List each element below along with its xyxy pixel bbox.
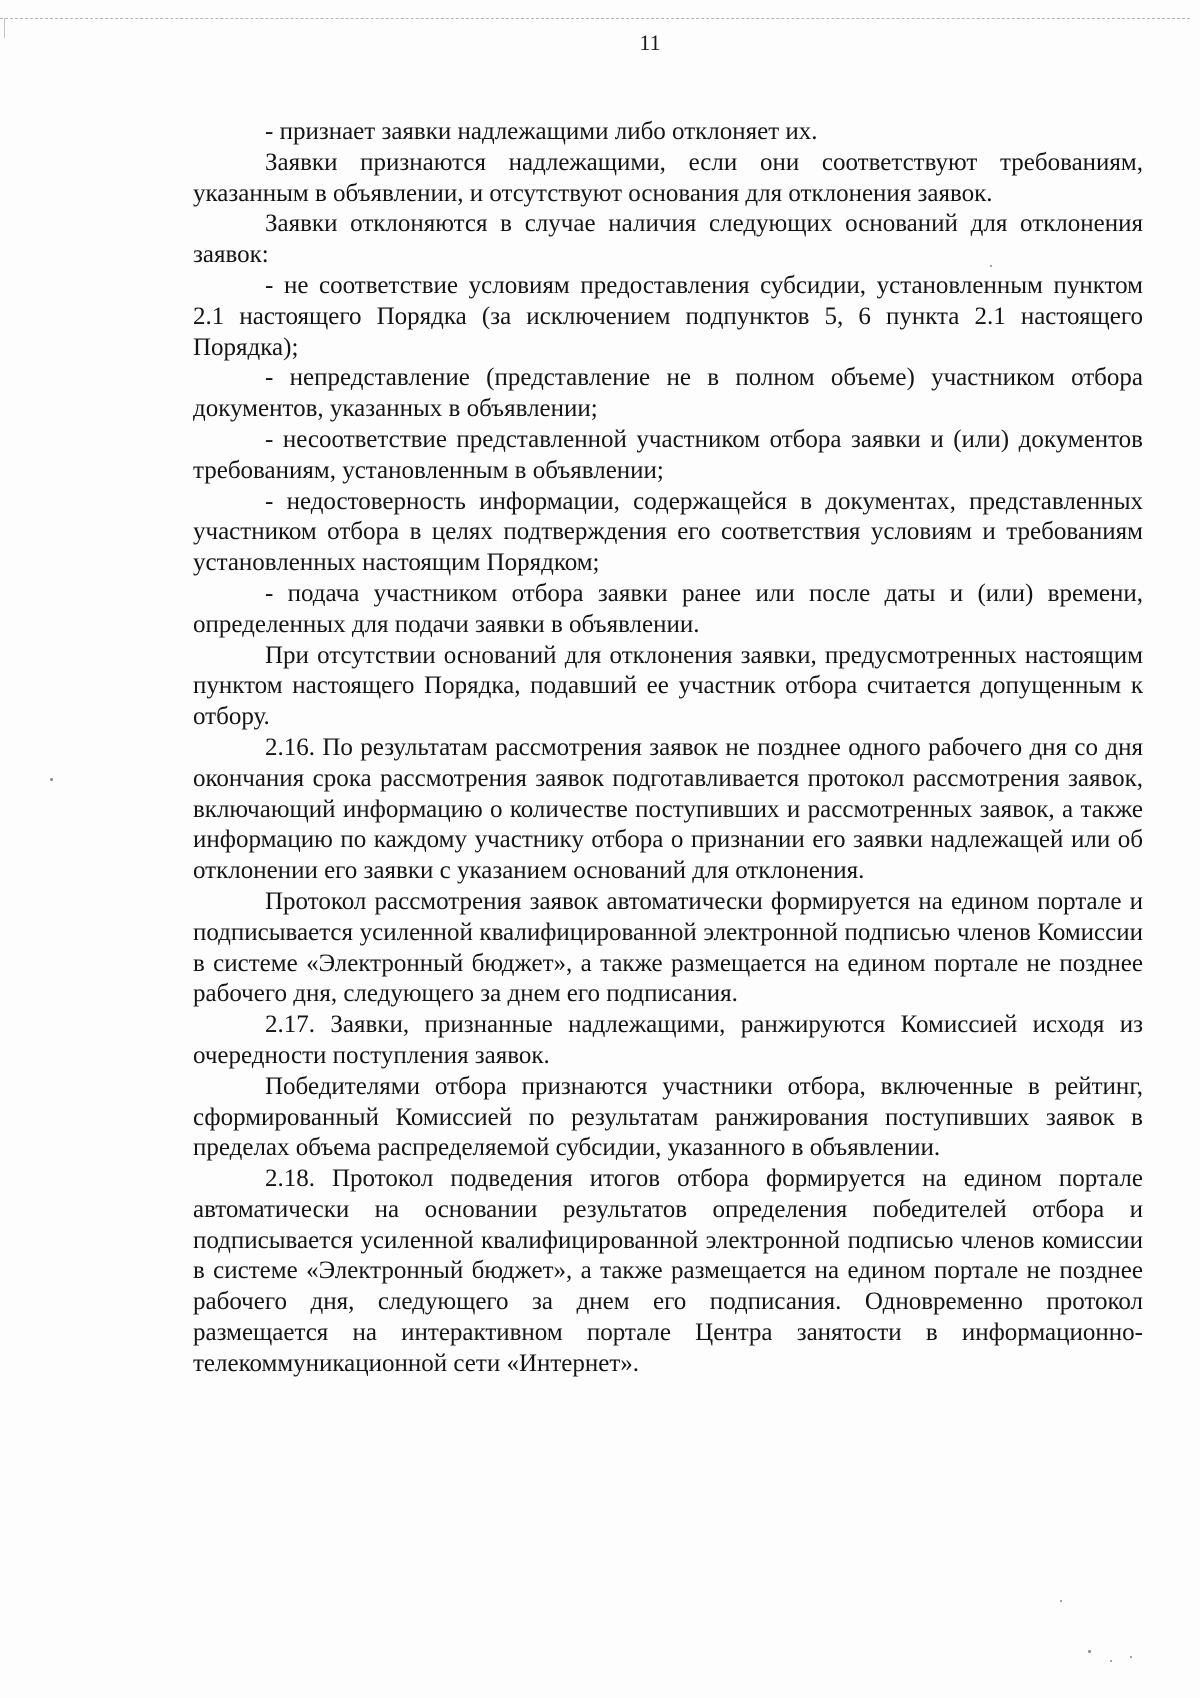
scan-speck	[1110, 1660, 1112, 1662]
scan-speck	[50, 778, 53, 781]
paragraph: 2.17. Заявки, признанные надлежащими, ранжируются Комиссией исходя из очередности поступления заявок.	[193, 1011, 1143, 1069]
paragraph: При отсутствии оснований для отклонения заявки, предусмотренных настоящим пунктом настоящего Порядка, подавший ее участник отбора считается допущенным к отбору.	[193, 641, 1143, 731]
scan-speck	[1088, 1650, 1091, 1653]
paragraph: Заявки отклоняются в случае наличия следующих оснований для отклонения заявок:	[193, 210, 1143, 269]
paragraph: 2.18. Протокол подведения итогов отбора формируется на едином портале автоматически на основании результатов определения победителей отбора и подписывается усиленной квалифицированной электронной подписью членов комиссии в системе «Электронный бюджет», а также размещается на едином портале не позднее рабочего дня, следующего за днем его подписания. Одновременно протокол размещается на интерактивном портале Центра занятости в информационно-телекоммуникационной сети «Интернет».	[193, 1165, 1143, 1377]
paragraph: - подача участником отбора заявки ранее или после даты и (или) времени, определенных для подачи заявки в объявлении.	[193, 579, 1143, 638]
scan-speck	[1060, 1600, 1062, 1602]
paragraph: - признает заявки надлежащими либо отклоняет их.	[265, 118, 818, 145]
paragraph: - не соответствие условиям предоставления субсидии, установленным пунктом 2.1 настоящего Порядка (за исключением подпунктов 5, 6 пункта 2.1 настоящего Порядка);	[193, 271, 1143, 361]
page-number: 11	[639, 30, 661, 55]
scan-speck	[990, 265, 992, 267]
paragraph: - несоответствие представленной участником отбора заявки и (или) документов требованиям, установленным в объявлении;	[193, 425, 1143, 484]
paragraph: Протокол рассмотрения заявок автоматически формируется на едином портале и подписывается усиленной квалифицированной электронной подписью членов Комиссии в системе «Электронный бюджет», а также размещается на едином портале не позднее рабочего дня, следующего за днем его подписания.	[193, 887, 1143, 1008]
paragraph: 2.16. По результатам рассмотрения заявок не позднее одного рабочего дня со дня окончания срока рассмотрения заявок подготавливается протокол рассмотрения заявок, включающий информацию о количестве поступивших и рассмотренных заявок, а также информацию по каждому участнику отбора о признании его заявки надлежащей или об отклонении его заявки с указанием оснований для отклонения.	[193, 733, 1143, 885]
scan-speck	[1130, 1656, 1132, 1658]
paragraph: - недостоверность информации, содержащейся в документах, представленных участником отбора в целях подтверждения его соответствия условиям и требованиям установленных настоящим Порядком;	[193, 487, 1143, 577]
paragraph: - непредставление (представление не в полном объеме) участником отбора документов, указанных в объявлении;	[193, 364, 1143, 423]
paragraph: Победителями отбора признаются участники отбора, включенные в рейтинг, сформированный Комиссией по результатам ранжирования поступивших заявок в пределах объема распределяемой субсидии, указанного в объявлении.	[193, 1072, 1143, 1162]
paragraph: Заявки признаются надлежащими, если они соответствуют требованиям, указанным в объявлении, и отсутствуют основания для отклонения заявок.	[193, 148, 1143, 207]
document-body	[193, 117, 1143, 1380]
scan-edge-top	[0, 18, 1190, 19]
